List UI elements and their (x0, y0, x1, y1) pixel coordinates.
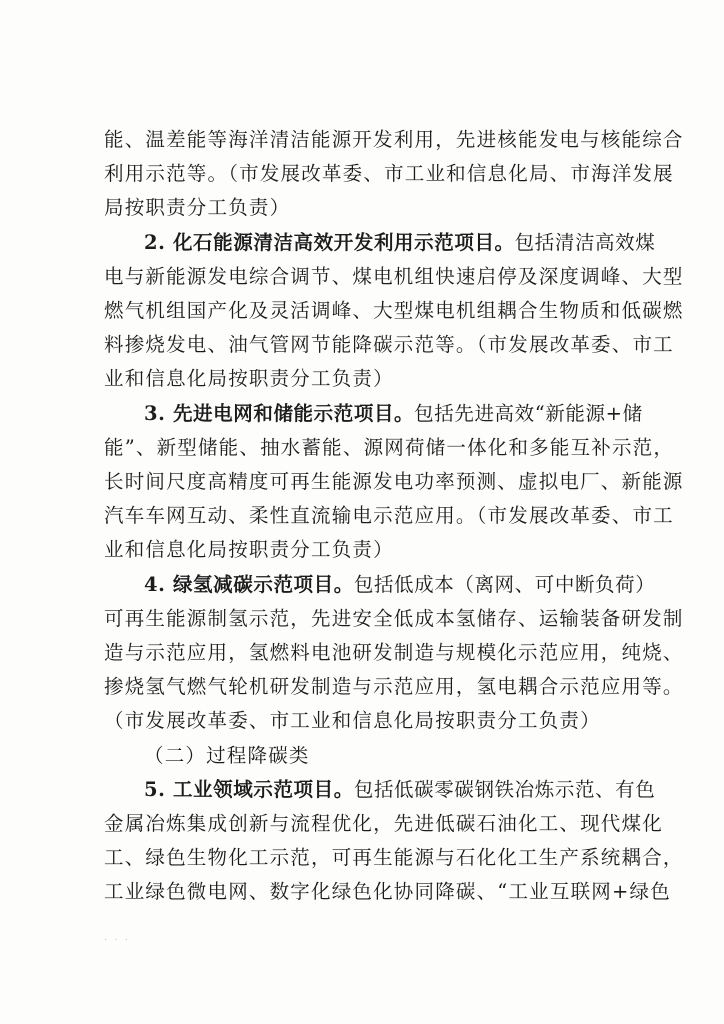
item-5-heading-line (104, 773, 656, 807)
text-line: 掺烧氢气燃气轮机研发制造与示范应用，氢电耦合示范应用等。 (104, 675, 684, 699)
item-4-text: 包括低成本（离网、可中断负荷） (353, 572, 656, 596)
document-body (104, 123, 684, 910)
scan-smudge: · · · (104, 935, 130, 946)
item-3-title: 3. 先进电网和储能示范项目。 (144, 401, 415, 425)
text-line: 工业绿色微电网、数字化绿色化协同降碳、“工业互联网+绿色 (104, 880, 671, 904)
text-line: （市发展改革委、市工业和信息化局按职责分工负责） (104, 709, 601, 733)
text-line: 局按职责分工负责） (104, 196, 291, 220)
text-line: 业和信息化局按职责分工负责） (104, 367, 394, 391)
section-heading: （二）过程降碳类 (144, 743, 310, 767)
text-line: 料掺烧发电、油气管网节能降碳示范等。（市发展改革委、市工 (104, 333, 674, 357)
text-line: 燃气机组国产化及灵活调峰、大型煤电机组耦合生物质和低碳燃 (104, 299, 684, 323)
item-5-title: 5. 工业领域示范项目。 (144, 777, 354, 801)
text-line: 长时间尺度高精度可再生能源发电功率预测、虚拟电厂、新能源 (104, 470, 684, 494)
text-line: 可再生能源制氢示范，先进安全低成本氢储存、运输装备研发制 (104, 606, 684, 630)
text-line: 能、温差能等海洋清洁能源开发利用，先进核能发电与核能综合 (104, 128, 684, 151)
text-line: 利用示范等。（市发展改革委、市工业和信息化局、市海洋发展 (104, 162, 674, 186)
text-line: 汽车车网互动、柔性直流输电示范应用。（市发展改革委、市工 (104, 504, 674, 528)
item-3-text: 包括先进高效“新能源+储 (414, 401, 643, 425)
item-5-text: 包括低碳零碳钢铁冶炼示范、有色 (353, 777, 656, 801)
text-line: 金属冶炼集成创新与流程优化，先进低碳石油化工、现代煤化 (104, 812, 663, 836)
text-line: 能”、新型储能、抽水蓄能、源网荷储一体化和多能互补示范， (104, 435, 675, 459)
text-line: 电与新能源发电综合调节、煤电机组快速启停及深度调峰、大型 (104, 264, 684, 288)
item-4-title: 4. 绿氢减碳示范项目。 (144, 572, 354, 596)
text-line: 造与示范应用，氢燃料电池研发制造与规模化示范应用，纯烧、 (104, 641, 684, 665)
text-line: 工、绿色生物化工示范，可再生能源与石化化工生产系统耦合， (104, 846, 684, 870)
item-3-heading-line (104, 397, 643, 431)
item-4-heading-line (104, 568, 656, 602)
item-2-heading-line (104, 226, 656, 260)
text-line: 业和信息化局按职责分工负责） (104, 538, 394, 562)
item-2-title: 2. 化石能源清洁高效开发利用示范项目。 (144, 230, 515, 254)
item-2-text: 包括清洁高效煤 (514, 230, 656, 254)
